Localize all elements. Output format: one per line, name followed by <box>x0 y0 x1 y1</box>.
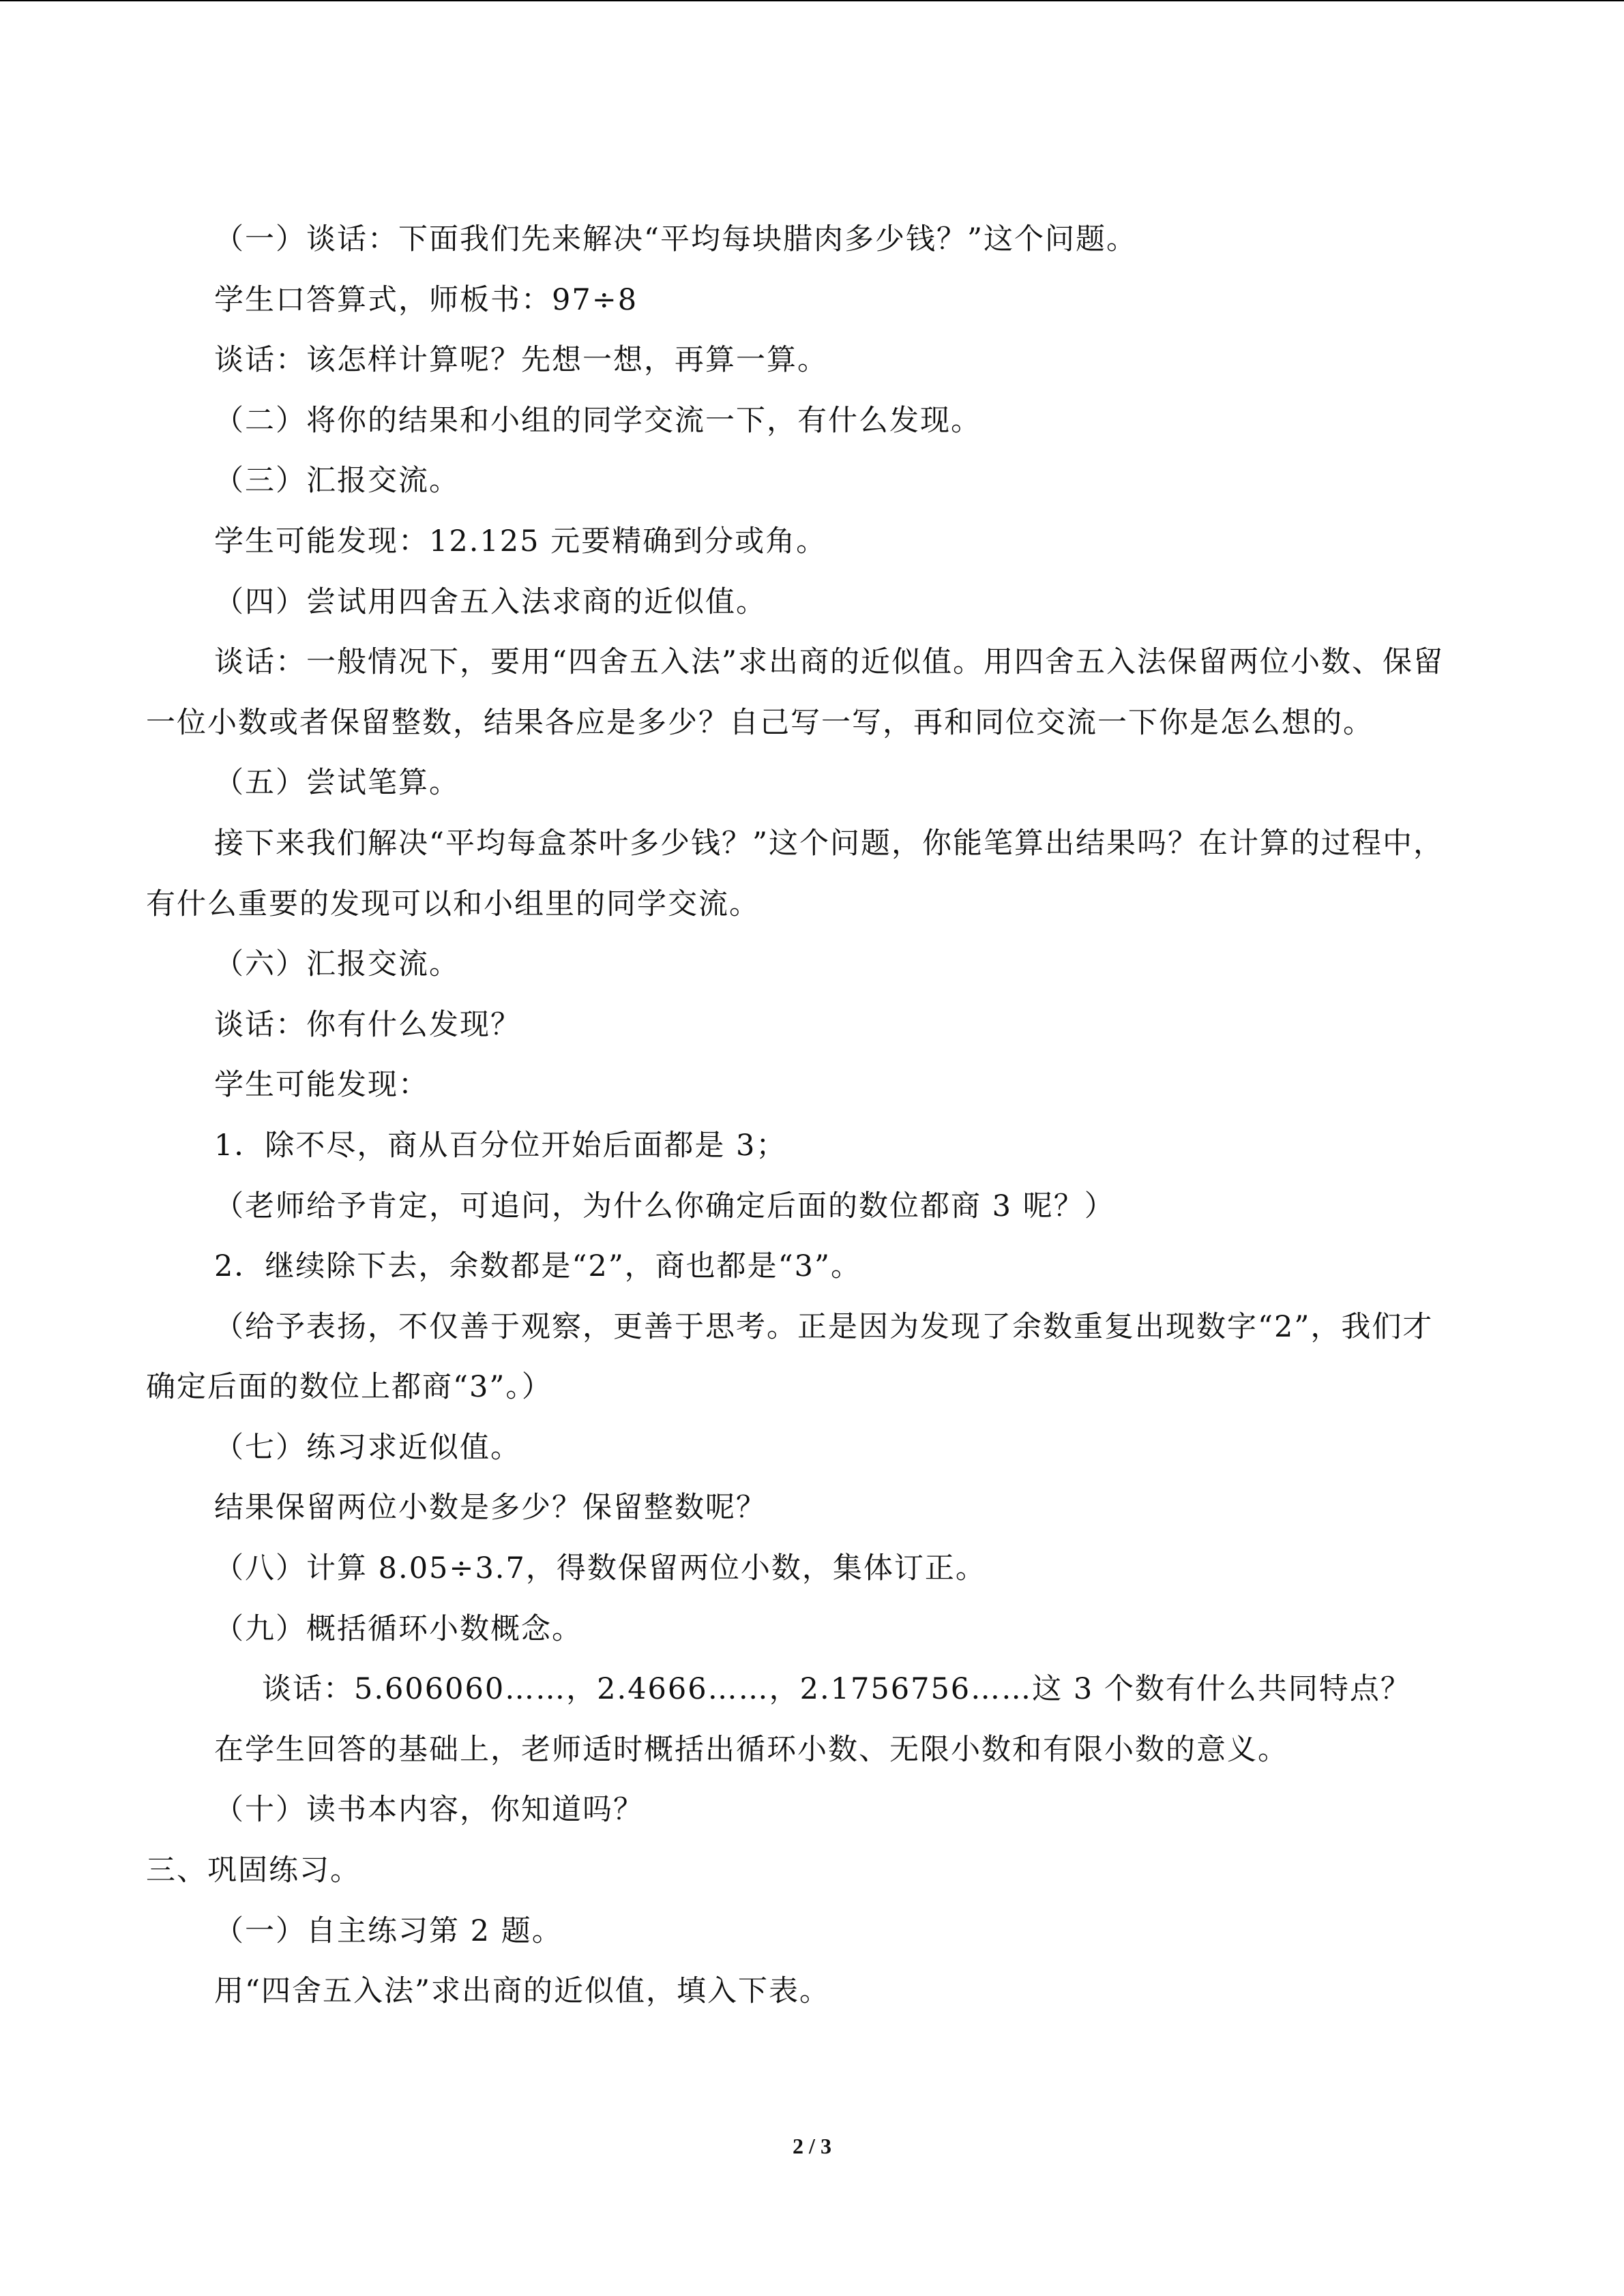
paragraph: （四）尝试用四舍五入法求商的近似值。 <box>214 584 767 619</box>
paragraph: 谈话：5.606060……，2.4666……，2.1756756……这 3 个数有什么共同特点？ <box>262 1672 1411 1707</box>
paragraph: （七）练习求近似值。 <box>214 1430 521 1465</box>
paragraph: （一）自主练习第 2 题。 <box>214 1913 563 1948</box>
paragraph: 1．除不尽，商从百分位开始后面都是 3； <box>214 1128 787 1163</box>
paragraph: （给予表扬，不仅善于观察，更善于思考。正是因为发现了余数重复出现数字“2”，我们才确定后面的数位上都商“3”。） <box>146 1309 1434 1405</box>
paragraph: 学生可能发现： <box>214 1068 429 1103</box>
paragraph: （五）尝试笔算。 <box>214 766 460 801</box>
paragraph: 结果保留两位小数是多少？保留整数呢？ <box>214 1491 767 1525</box>
paragraph: （八）计算 8.05÷3.7，得数保留两位小数，集体订正。 <box>214 1551 986 1586</box>
paragraph: 谈话：该怎样计算呢？先想一想，再算一算。 <box>214 343 828 378</box>
paragraph: （九）概括循环小数概念。 <box>214 1611 582 1646</box>
paragraph: 学生可能发现：12.125 元要精确到分或角。 <box>214 524 827 558</box>
paragraph: （三）汇报交流。 <box>214 464 460 498</box>
paragraph: 谈话：你有什么发现？ <box>214 1007 521 1042</box>
paragraph: （老师给予肯定，可追问，为什么你确定后面的数位都商 3 呢？） <box>214 1189 1115 1223</box>
paragraph: （十）读书本内容，你知道吗？ <box>214 1793 644 1828</box>
paragraph: 学生口答算式，师板书：97÷8 <box>214 282 638 317</box>
paragraph: （二）将你的结果和小组的同学交流一下，有什么发现。 <box>214 403 981 438</box>
paragraph: （六）汇报交流。 <box>214 947 460 982</box>
section-heading: 三、巩固练习。 <box>146 1853 361 1888</box>
paragraph: 接下来我们解决“平均每盒茶叶多少钱？”这个问题，你能笔算出结果吗？在计算的过程中，有什么重要的发现可以和小组里的同学交流。 <box>146 826 1444 921</box>
paragraph: 谈话：一般情况下，要用“四舍五入法”求出商的近似值。用四舍五入法保留两位小数、保留一位小数或者保留整数，结果各应是多少？自己写一写，再和同位交流一下你是怎么想的。 <box>146 645 1444 740</box>
page-number: 2 / 3 <box>793 2134 831 2158</box>
paragraph: （一）谈话：下面我们先来解决“平均每块腊肉多少钱？”这个问题。 <box>214 222 1137 256</box>
paragraph: 用“四舍五入法”求出商的近似值，填入下表。 <box>214 1974 830 2009</box>
paragraph: 在学生回答的基础上，老师适时概括出循环小数、无限小数和有限小数的意义。 <box>214 1732 1288 1767</box>
paragraph: 2．继续除下去，余数都是“2”，商也都是“3”。 <box>214 1249 862 1284</box>
document-body <box>146 209 1456 2022</box>
